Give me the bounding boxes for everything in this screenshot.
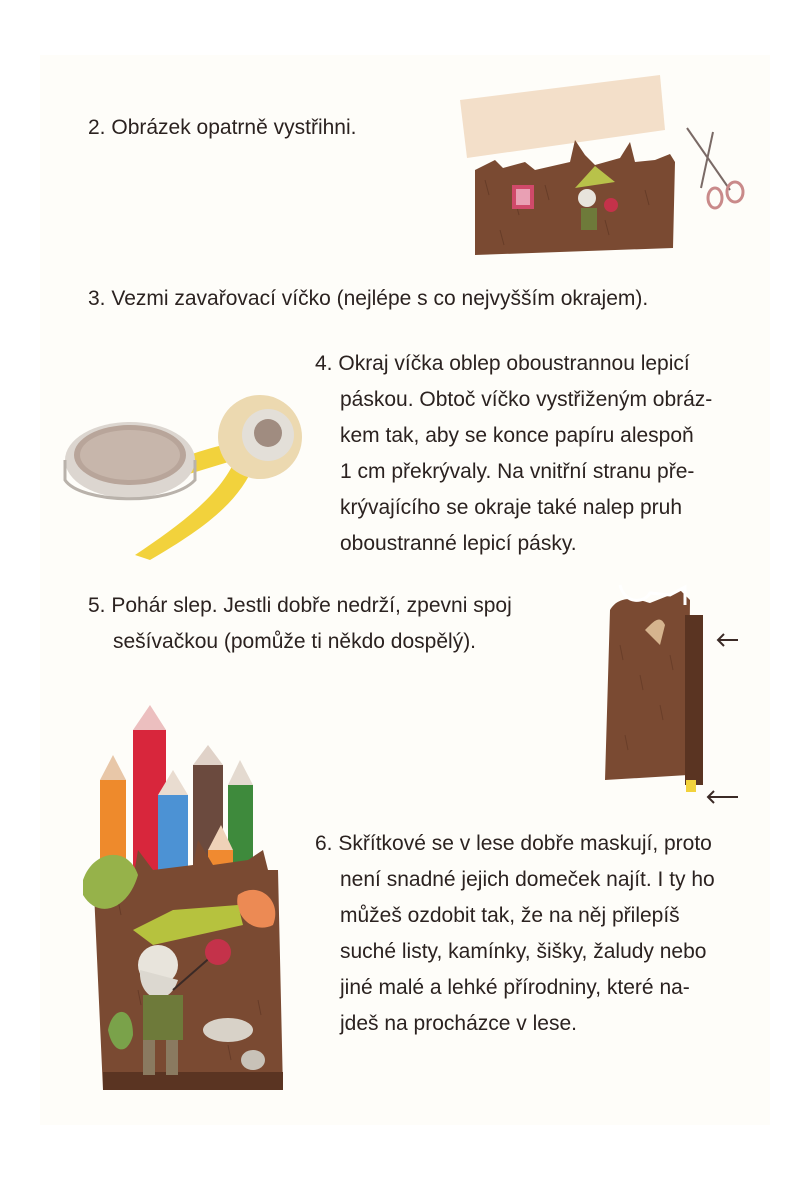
step-6-line-4: suché listy, kamínky, šišky, žaludy nebo (340, 940, 707, 963)
step-3-label: Vezmi zavařovací víčko (nejlépe s co nejvyšším okrajem). (111, 287, 649, 310)
step-6-line-5: jiné malé a lehké přírodniny, které na- (340, 976, 690, 999)
step-3-number: 3. (88, 287, 106, 310)
step-4-number: 4. (315, 352, 333, 375)
step-4-line-6: oboustranné lepicí pásky. (340, 532, 577, 555)
step-2-label: Obrázek opatrně vystřihni. (111, 116, 357, 139)
step-6-line-2: není snadné jejich domeček najít. I ty ho (340, 868, 715, 891)
cutout-picture-illustration (455, 70, 765, 265)
step-4-line-2: páskou. Obtoč víčko vystřiženým obráz- (340, 388, 713, 411)
step-5-line-1: 5. Pohár slep. Jestli dobře nedrží, zpevni spoj (88, 594, 512, 617)
step-6-number: 6. (315, 832, 333, 855)
step-4-text (315, 346, 735, 562)
step-4-line-3: kem tak, aby se konce papíru alespoň (340, 424, 694, 447)
glued-cup-illustration (590, 575, 750, 805)
stone-icon (241, 1050, 265, 1070)
step-4-line-1: 4. Okraj víčka oblep oboustrannou lepicí (315, 352, 690, 375)
step-6-line-1: 6. Skřítkové se v lese dobře maskují, proto (315, 832, 712, 855)
step-6-line-3: můžeš ozdobit tak, že na něj přilepíš (340, 904, 680, 927)
scissors-icon (687, 128, 743, 208)
pencil-cup-gnome-illustration (78, 700, 303, 1095)
step-6-line-6: jdeš na procházce v lese. (340, 1012, 577, 1035)
step-5-number: 5. (88, 594, 106, 617)
step-4-line-5: krývajícího se okraje také nalep pruh (340, 496, 683, 519)
step-5-line-2: sešívačkou (pomůže ti někdo dospělý). (113, 630, 477, 653)
arrow-icon (708, 634, 738, 803)
step-2-text (88, 110, 356, 146)
lid-and-tape-illustration (60, 385, 310, 560)
step-4-line-4: 1 cm překrývaly. Na vnitřní stranu pře- (340, 460, 695, 483)
step-3-text (88, 281, 648, 317)
step-5-text (88, 588, 548, 660)
step-2-number: 2. (88, 116, 106, 139)
step-6-text (315, 826, 735, 1042)
mushroom-icon (203, 1018, 253, 1042)
